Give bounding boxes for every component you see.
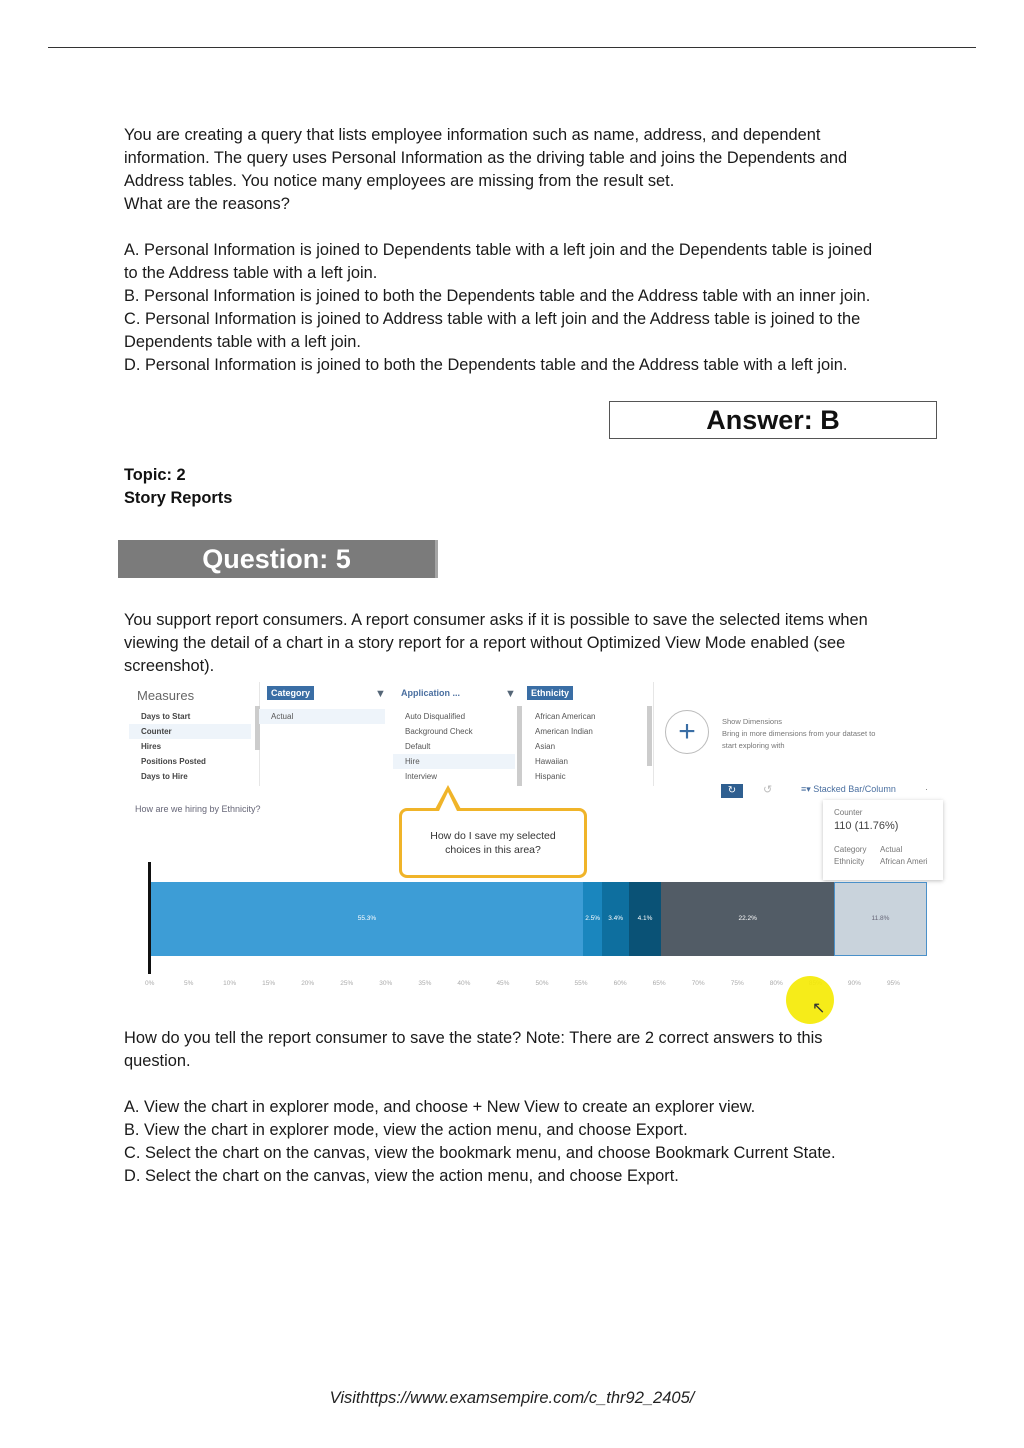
chart-tooltip xyxy=(823,800,943,880)
measures-title: Measures xyxy=(137,688,195,703)
ethnicity-list xyxy=(523,709,645,784)
x-tick-label: 45% xyxy=(496,980,510,987)
x-tick-label: 40% xyxy=(457,980,471,987)
q5-ask-line: How do you tell the report consumer to save the state? Note: There are 2 correct answers to this xyxy=(124,1029,823,1047)
prev-option-a: A. Personal Information is joined to Dependents table with a left join and the Dependents table is joined xyxy=(124,241,873,259)
cursor-highlight xyxy=(786,976,834,1024)
bar-data-label: 11.8% xyxy=(871,915,890,922)
x-tick-label: 25% xyxy=(340,980,354,987)
tooltip-value-small: Actual xyxy=(880,845,903,854)
ethnicity-item[interactable]: American Indian xyxy=(535,727,593,736)
x-tick-label: 60% xyxy=(613,980,627,987)
tooltip-key: Category xyxy=(834,845,867,854)
filter-icon[interactable]: ▼ xyxy=(505,688,516,700)
x-tick-label: 15% xyxy=(262,980,276,987)
prev-option-b: B. Personal Information is joined to both the Dependents table and the Address table with an inner join. xyxy=(124,287,871,305)
prev-option-c-cont: Dependents table with a left join. xyxy=(124,333,361,351)
ethnicity-item[interactable]: Hispanic xyxy=(535,772,566,781)
topic-number: Topic: 2 xyxy=(124,466,186,484)
measure-item[interactable]: Hires xyxy=(141,742,162,751)
callout-tail-inner xyxy=(439,792,457,811)
q5-intro-line: You support report consumers. A report consumer asks if it is possible to save the selected items when xyxy=(124,611,868,629)
prev-question-line: You are creating a query that lists employee information such as name, address, and dependent xyxy=(124,126,821,144)
prev-question-line: information. The query uses Personal Information as the driving table and joins the Dependents and xyxy=(124,149,848,167)
ethnicity-item[interactable]: African American xyxy=(535,712,596,721)
more-icon[interactable]: · xyxy=(925,784,928,794)
q5-ask xyxy=(124,1027,934,1188)
show-dimensions-line: start exploring with xyxy=(722,741,785,750)
application-title[interactable]: Application ... xyxy=(401,688,461,698)
undo-icon[interactable]: ↺ xyxy=(763,784,773,796)
ethnicity-title[interactable]: Ethnicity xyxy=(527,686,573,700)
callout-line: How do I save my selected xyxy=(430,830,556,842)
chart-title: How are we hiring by Ethnicity? xyxy=(135,804,261,814)
application-scrollbar[interactable] xyxy=(517,706,522,786)
question-banner: Question: 5 xyxy=(118,540,438,578)
ethnicity-panel xyxy=(523,682,654,786)
callout-text xyxy=(402,829,584,857)
application-list xyxy=(393,709,515,784)
x-tick-label: 90% xyxy=(847,980,861,987)
prev-question-text xyxy=(124,124,934,377)
ethnicity-scrollbar[interactable] xyxy=(647,706,652,766)
spacer xyxy=(124,1073,934,1096)
measure-item[interactable]: Positions Posted xyxy=(141,757,206,766)
filter-icon[interactable]: ▼ xyxy=(375,688,386,700)
mouse-cursor-icon: ↖ xyxy=(812,1000,826,1017)
footer-link[interactable]: Visithttps://www.examsempire.com/c_thr92_2405/ xyxy=(329,1389,695,1407)
embedded-screenshot xyxy=(129,682,932,1017)
measures-panel xyxy=(129,682,260,786)
tooltip-value-small: African Ameri xyxy=(880,857,928,866)
chart-type-selector[interactable]: ≡▾ Stacked Bar/Column xyxy=(801,784,896,794)
topic-name: Story Reports xyxy=(124,489,233,507)
q5-option-c: C. Select the chart on the canvas, view the bookmark menu, and choose Bookmark Current State. xyxy=(124,1144,836,1162)
ethnicity-item[interactable]: Hawaiian xyxy=(535,757,568,766)
q5-ask-line: question. xyxy=(124,1052,191,1070)
x-tick-label: 75% xyxy=(730,980,744,987)
x-tick-label: 10% xyxy=(223,980,237,987)
answer-box: Answer: B xyxy=(609,401,937,439)
prev-option-a-cont: to the Address table with a left join. xyxy=(124,264,378,282)
top-rule xyxy=(48,47,976,48)
category-panel xyxy=(263,682,394,786)
x-tick-label: 55% xyxy=(574,980,588,987)
q5-option-a: A. View the chart in explorer mode, and choose + New View to create an explorer view. xyxy=(124,1098,756,1116)
refresh-icon[interactable]: ↻ xyxy=(721,784,743,798)
x-tick-label: 5% xyxy=(184,980,194,987)
bar-data-label: 2.5% xyxy=(585,915,601,922)
application-item[interactable]: Hire xyxy=(393,754,515,769)
measures-list xyxy=(129,709,251,784)
show-dimensions-line: Bring in more dimensions from your dataset to xyxy=(722,729,876,738)
x-tick-label: 50% xyxy=(535,980,549,987)
prev-question-line: Address tables. You notice many employees are missing from the result set. xyxy=(124,172,675,190)
x-tick-label: 70% xyxy=(691,980,705,987)
q5-option-b: B. View the chart in explorer mode, view the action menu, and choose Export. xyxy=(124,1121,688,1139)
bar-data-label: 55.3% xyxy=(357,915,377,922)
plus-icon[interactable]: + xyxy=(665,710,709,754)
bar-data-label: 3.4% xyxy=(608,915,624,922)
spacer xyxy=(124,216,934,239)
q5-intro xyxy=(124,609,934,678)
category-item[interactable]: Actual xyxy=(259,709,385,724)
x-tick-label: 0% xyxy=(145,980,155,987)
prev-option-d: D. Personal Information is joined to both the Dependents table and the Address table with a left join. xyxy=(124,356,848,374)
x-tick-label: 95% xyxy=(886,980,900,987)
application-panel xyxy=(393,682,524,786)
prev-question-line: What are the reasons? xyxy=(124,195,290,213)
tooltip-measure-label: Counter xyxy=(834,808,863,817)
bar-data-label: 4.1% xyxy=(637,915,653,922)
show-dimensions-title[interactable]: Show Dimensions xyxy=(722,717,783,726)
tooltip-value: 110 (11.76%) xyxy=(834,820,899,832)
bar-data-label: 22.2% xyxy=(738,915,757,922)
measure-item[interactable]: Counter xyxy=(129,724,251,739)
application-item[interactable]: Background Check xyxy=(405,727,473,736)
category-title[interactable]: Category xyxy=(267,686,314,700)
application-item[interactable]: Auto Disqualified xyxy=(405,712,466,721)
application-item[interactable]: Default xyxy=(405,742,431,751)
q5-option-d: D. Select the chart on the canvas, view the action menu, and choose Export. xyxy=(124,1167,679,1185)
application-item[interactable]: Interview xyxy=(405,772,438,781)
x-tick-label: 65% xyxy=(652,980,666,987)
measure-item[interactable]: Days to Hire xyxy=(141,772,188,781)
measure-item[interactable]: Days to Start xyxy=(141,712,191,721)
callout-box xyxy=(399,808,587,878)
x-tick-label: 20% xyxy=(301,980,315,987)
topic-heading xyxy=(124,464,232,510)
ethnicity-item[interactable]: Asian xyxy=(535,742,556,751)
chart-type-label: Stacked Bar/Column xyxy=(813,784,896,794)
x-tick-label: 80% xyxy=(769,980,783,987)
tooltip-key: Ethnicity xyxy=(834,857,865,866)
prev-option-c: C. Personal Information is joined to Address table with a left join and the Address table is joined to the xyxy=(124,310,861,328)
callout-line: choices in this area? xyxy=(445,844,541,856)
x-tick-label: 30% xyxy=(379,980,393,987)
q5-intro-line: screenshot). xyxy=(124,657,215,675)
category-list xyxy=(259,709,385,724)
show-dimensions-hint xyxy=(722,716,912,752)
q5-intro-line: viewing the detail of a chart in a story report for a report without Optimized View Mode enabled (see xyxy=(124,634,846,652)
x-tick-label: 35% xyxy=(418,980,432,987)
